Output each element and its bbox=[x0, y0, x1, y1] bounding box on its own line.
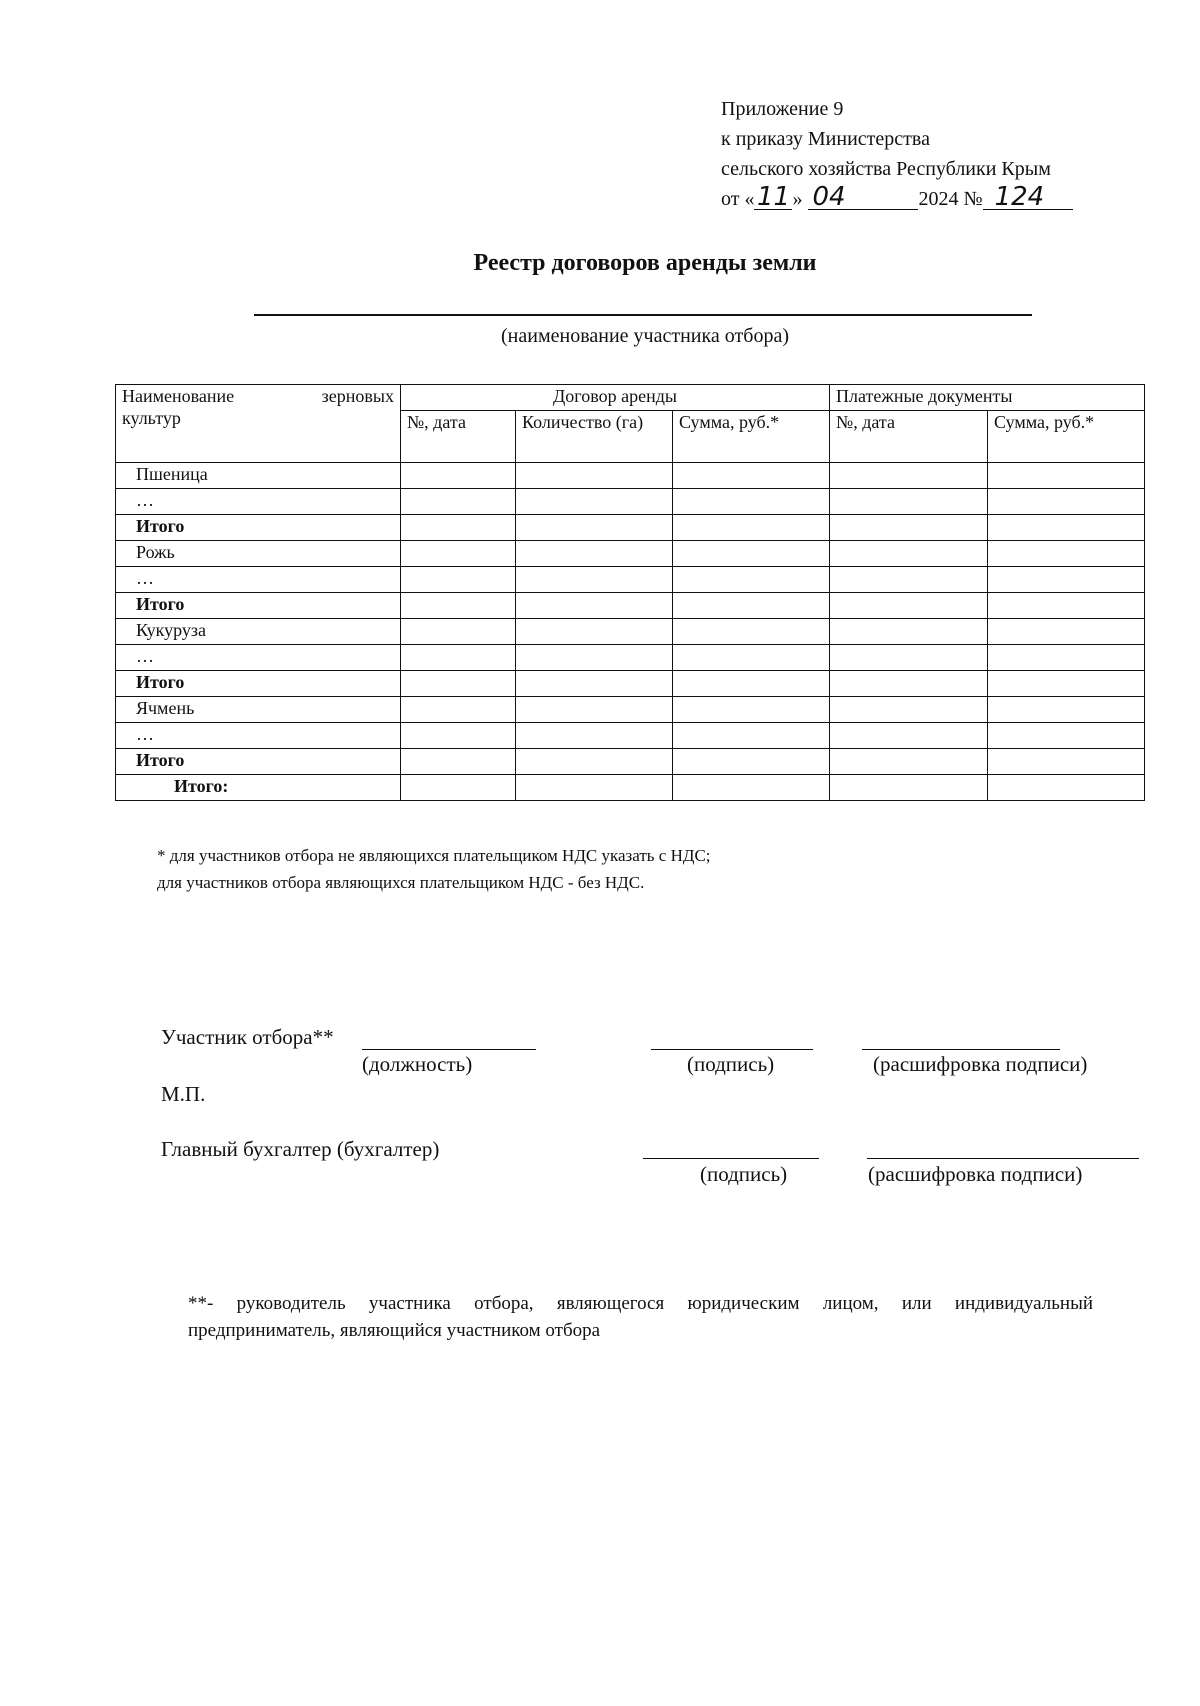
table-row bbox=[116, 489, 1145, 515]
table-cell[interactable] bbox=[401, 619, 516, 645]
table-row bbox=[116, 593, 1145, 619]
date-mid: » bbox=[792, 188, 803, 210]
table-cell[interactable] bbox=[516, 749, 673, 775]
table-cell[interactable] bbox=[516, 593, 673, 619]
table-cell[interactable] bbox=[988, 749, 1145, 775]
footnote-head-line-1: **- руководитель участника отбора, являющегося юридическим лицом, или индивидуальный bbox=[188, 1293, 1093, 1314]
row-label: … bbox=[116, 645, 401, 671]
table-cell[interactable] bbox=[673, 645, 830, 671]
table-cell[interactable] bbox=[401, 593, 516, 619]
footnote-vat-line-2: для участников отбора являющихся плательщиком НДС - без НДС. bbox=[157, 873, 645, 892]
row-label: … bbox=[116, 567, 401, 593]
table-cell[interactable] bbox=[988, 671, 1145, 697]
accountant-signature-caption: (подпись) bbox=[700, 1162, 788, 1186]
table-cell[interactable] bbox=[830, 567, 988, 593]
table-cell[interactable] bbox=[673, 619, 830, 645]
registry-table bbox=[115, 384, 1145, 801]
table-row bbox=[116, 671, 1145, 697]
position-caption: (должность) bbox=[362, 1052, 473, 1076]
table-cell[interactable] bbox=[830, 593, 988, 619]
table-cell[interactable] bbox=[830, 541, 988, 567]
table-cell[interactable] bbox=[988, 593, 1145, 619]
table-cell[interactable] bbox=[516, 489, 673, 515]
participant-label: Участник отбора** bbox=[161, 1025, 334, 1049]
row-label: Кукуруза bbox=[116, 619, 401, 645]
table-cell[interactable] bbox=[988, 541, 1145, 567]
stamp-label: М.П. bbox=[161, 1082, 206, 1106]
table-cell[interactable] bbox=[673, 463, 830, 489]
table-cell[interactable] bbox=[830, 515, 988, 541]
accountant-label: Главный бухгалтер (бухгалтер) bbox=[161, 1137, 440, 1161]
table-row bbox=[116, 515, 1145, 541]
table-cell[interactable] bbox=[516, 515, 673, 541]
table-cell[interactable] bbox=[673, 723, 830, 749]
document-title: Реестр договоров аренды земли bbox=[473, 250, 817, 276]
table-cell[interactable] bbox=[516, 541, 673, 567]
table-row bbox=[116, 463, 1145, 489]
header-row-1 bbox=[116, 385, 1145, 411]
appendix-line-2: к приказу Министерства bbox=[721, 128, 930, 150]
table-row bbox=[116, 619, 1145, 645]
table-cell[interactable] bbox=[673, 671, 830, 697]
table-cell[interactable] bbox=[673, 697, 830, 723]
position-line bbox=[362, 1049, 536, 1050]
header-quantity: Количество (га) bbox=[516, 411, 673, 463]
accountant-signature-line bbox=[643, 1158, 819, 1159]
appendix-line-1: Приложение 9 bbox=[721, 98, 844, 120]
participant-caption: (наименование участника отбора) bbox=[501, 325, 789, 347]
table-cell[interactable] bbox=[516, 723, 673, 749]
row-label: … bbox=[116, 489, 401, 515]
table-cell[interactable] bbox=[830, 671, 988, 697]
row-label: Итого bbox=[116, 671, 401, 697]
table-cell[interactable] bbox=[401, 645, 516, 671]
table-row bbox=[116, 645, 1145, 671]
table-cell[interactable] bbox=[988, 697, 1145, 723]
table-cell[interactable] bbox=[673, 489, 830, 515]
table-cell[interactable] bbox=[673, 515, 830, 541]
table-cell[interactable] bbox=[830, 463, 988, 489]
row-label: Итого bbox=[116, 749, 401, 775]
header-crop-cell bbox=[116, 385, 401, 463]
row-label: Итого: bbox=[116, 775, 401, 801]
table-row bbox=[116, 697, 1145, 723]
table-cell[interactable] bbox=[401, 489, 516, 515]
table-cell[interactable] bbox=[988, 723, 1145, 749]
header-contract-group: Договор аренды bbox=[401, 385, 830, 411]
table-cell[interactable] bbox=[516, 619, 673, 645]
header-crop-word-2: зерновых bbox=[321, 386, 394, 406]
table-cell[interactable] bbox=[988, 515, 1145, 541]
table-cell[interactable] bbox=[516, 775, 673, 801]
handwritten-month: 04 bbox=[808, 185, 918, 210]
table-cell[interactable] bbox=[673, 749, 830, 775]
table-cell[interactable] bbox=[988, 567, 1145, 593]
appendix-header bbox=[721, 94, 1073, 214]
appendix-line-3: сельского хозяйства Республики Крым bbox=[721, 158, 1051, 180]
row-label: Пшеница bbox=[116, 463, 401, 489]
table-row bbox=[116, 541, 1145, 567]
date-prefix: от « bbox=[721, 188, 755, 210]
accountant-decoding-line bbox=[867, 1158, 1139, 1159]
table-cell[interactable] bbox=[401, 723, 516, 749]
handwritten-day: 11 bbox=[754, 185, 792, 210]
table-cell[interactable] bbox=[673, 541, 830, 567]
header-payment-group: Платежные документы bbox=[830, 385, 1145, 411]
table-cell[interactable] bbox=[830, 723, 988, 749]
date-year: 2024 № bbox=[918, 188, 983, 210]
table-cell[interactable] bbox=[830, 619, 988, 645]
table-cell[interactable] bbox=[830, 749, 988, 775]
footnote-vat-line-1: * для участников отбора не являющихся плательщиком НДС указать с НДС; bbox=[157, 846, 711, 865]
footnote-vat bbox=[157, 842, 711, 896]
table-cell[interactable] bbox=[401, 749, 516, 775]
row-label: Рожь bbox=[116, 541, 401, 567]
table-row bbox=[116, 775, 1145, 801]
table-cell[interactable] bbox=[988, 645, 1145, 671]
header-payment-number-date: №, дата bbox=[830, 411, 988, 463]
table-cell[interactable] bbox=[830, 645, 988, 671]
signature-caption: (подпись) bbox=[687, 1052, 775, 1076]
table-cell[interactable] bbox=[673, 567, 830, 593]
table-cell[interactable] bbox=[516, 671, 673, 697]
table-cell[interactable] bbox=[516, 463, 673, 489]
footnote-head-line-2: предприниматель, являющийся участником отбора bbox=[188, 1320, 601, 1341]
decoding-caption: (расшифровка подписи) bbox=[873, 1052, 1088, 1076]
table-cell[interactable] bbox=[401, 775, 516, 801]
row-label: Ячмень bbox=[116, 697, 401, 723]
table-cell[interactable] bbox=[516, 697, 673, 723]
table-cell[interactable] bbox=[401, 463, 516, 489]
table-cell[interactable] bbox=[830, 489, 988, 515]
table-cell[interactable] bbox=[830, 775, 988, 801]
table-cell[interactable] bbox=[988, 489, 1145, 515]
appendix-date-line bbox=[721, 184, 1073, 214]
table-cell[interactable] bbox=[673, 775, 830, 801]
table-cell[interactable] bbox=[401, 515, 516, 541]
header-contract-sum: Сумма, руб.* bbox=[673, 411, 830, 463]
header-payment-sum: Сумма, руб.* bbox=[988, 411, 1145, 463]
header-crop-word-1: Наименование bbox=[122, 386, 235, 406]
table-cell[interactable] bbox=[830, 697, 988, 723]
accountant-decoding-caption: (расшифровка подписи) bbox=[868, 1162, 1083, 1186]
table-cell[interactable] bbox=[988, 463, 1145, 489]
table-cell[interactable] bbox=[401, 541, 516, 567]
table-row bbox=[116, 567, 1145, 593]
table-cell[interactable] bbox=[673, 593, 830, 619]
table-cell[interactable] bbox=[401, 567, 516, 593]
footnote-head bbox=[188, 1290, 1093, 1344]
table-cell[interactable] bbox=[401, 697, 516, 723]
table-row bbox=[116, 723, 1145, 749]
table-cell[interactable] bbox=[516, 645, 673, 671]
row-label: Итого bbox=[116, 593, 401, 619]
table-cell[interactable] bbox=[401, 671, 516, 697]
header-contract-number-date: №, дата bbox=[401, 411, 516, 463]
row-label: … bbox=[116, 723, 401, 749]
decoding-line bbox=[862, 1049, 1060, 1050]
row-label: Итого bbox=[116, 515, 401, 541]
table-row bbox=[116, 749, 1145, 775]
table-cell[interactable] bbox=[988, 619, 1145, 645]
table-cell[interactable] bbox=[516, 567, 673, 593]
participant-name-line bbox=[254, 314, 1032, 316]
table-cell[interactable] bbox=[988, 775, 1145, 801]
signature-line bbox=[651, 1049, 813, 1050]
header-crop-word-3: культур bbox=[122, 408, 181, 428]
handwritten-order-number: 124 bbox=[983, 185, 1073, 210]
